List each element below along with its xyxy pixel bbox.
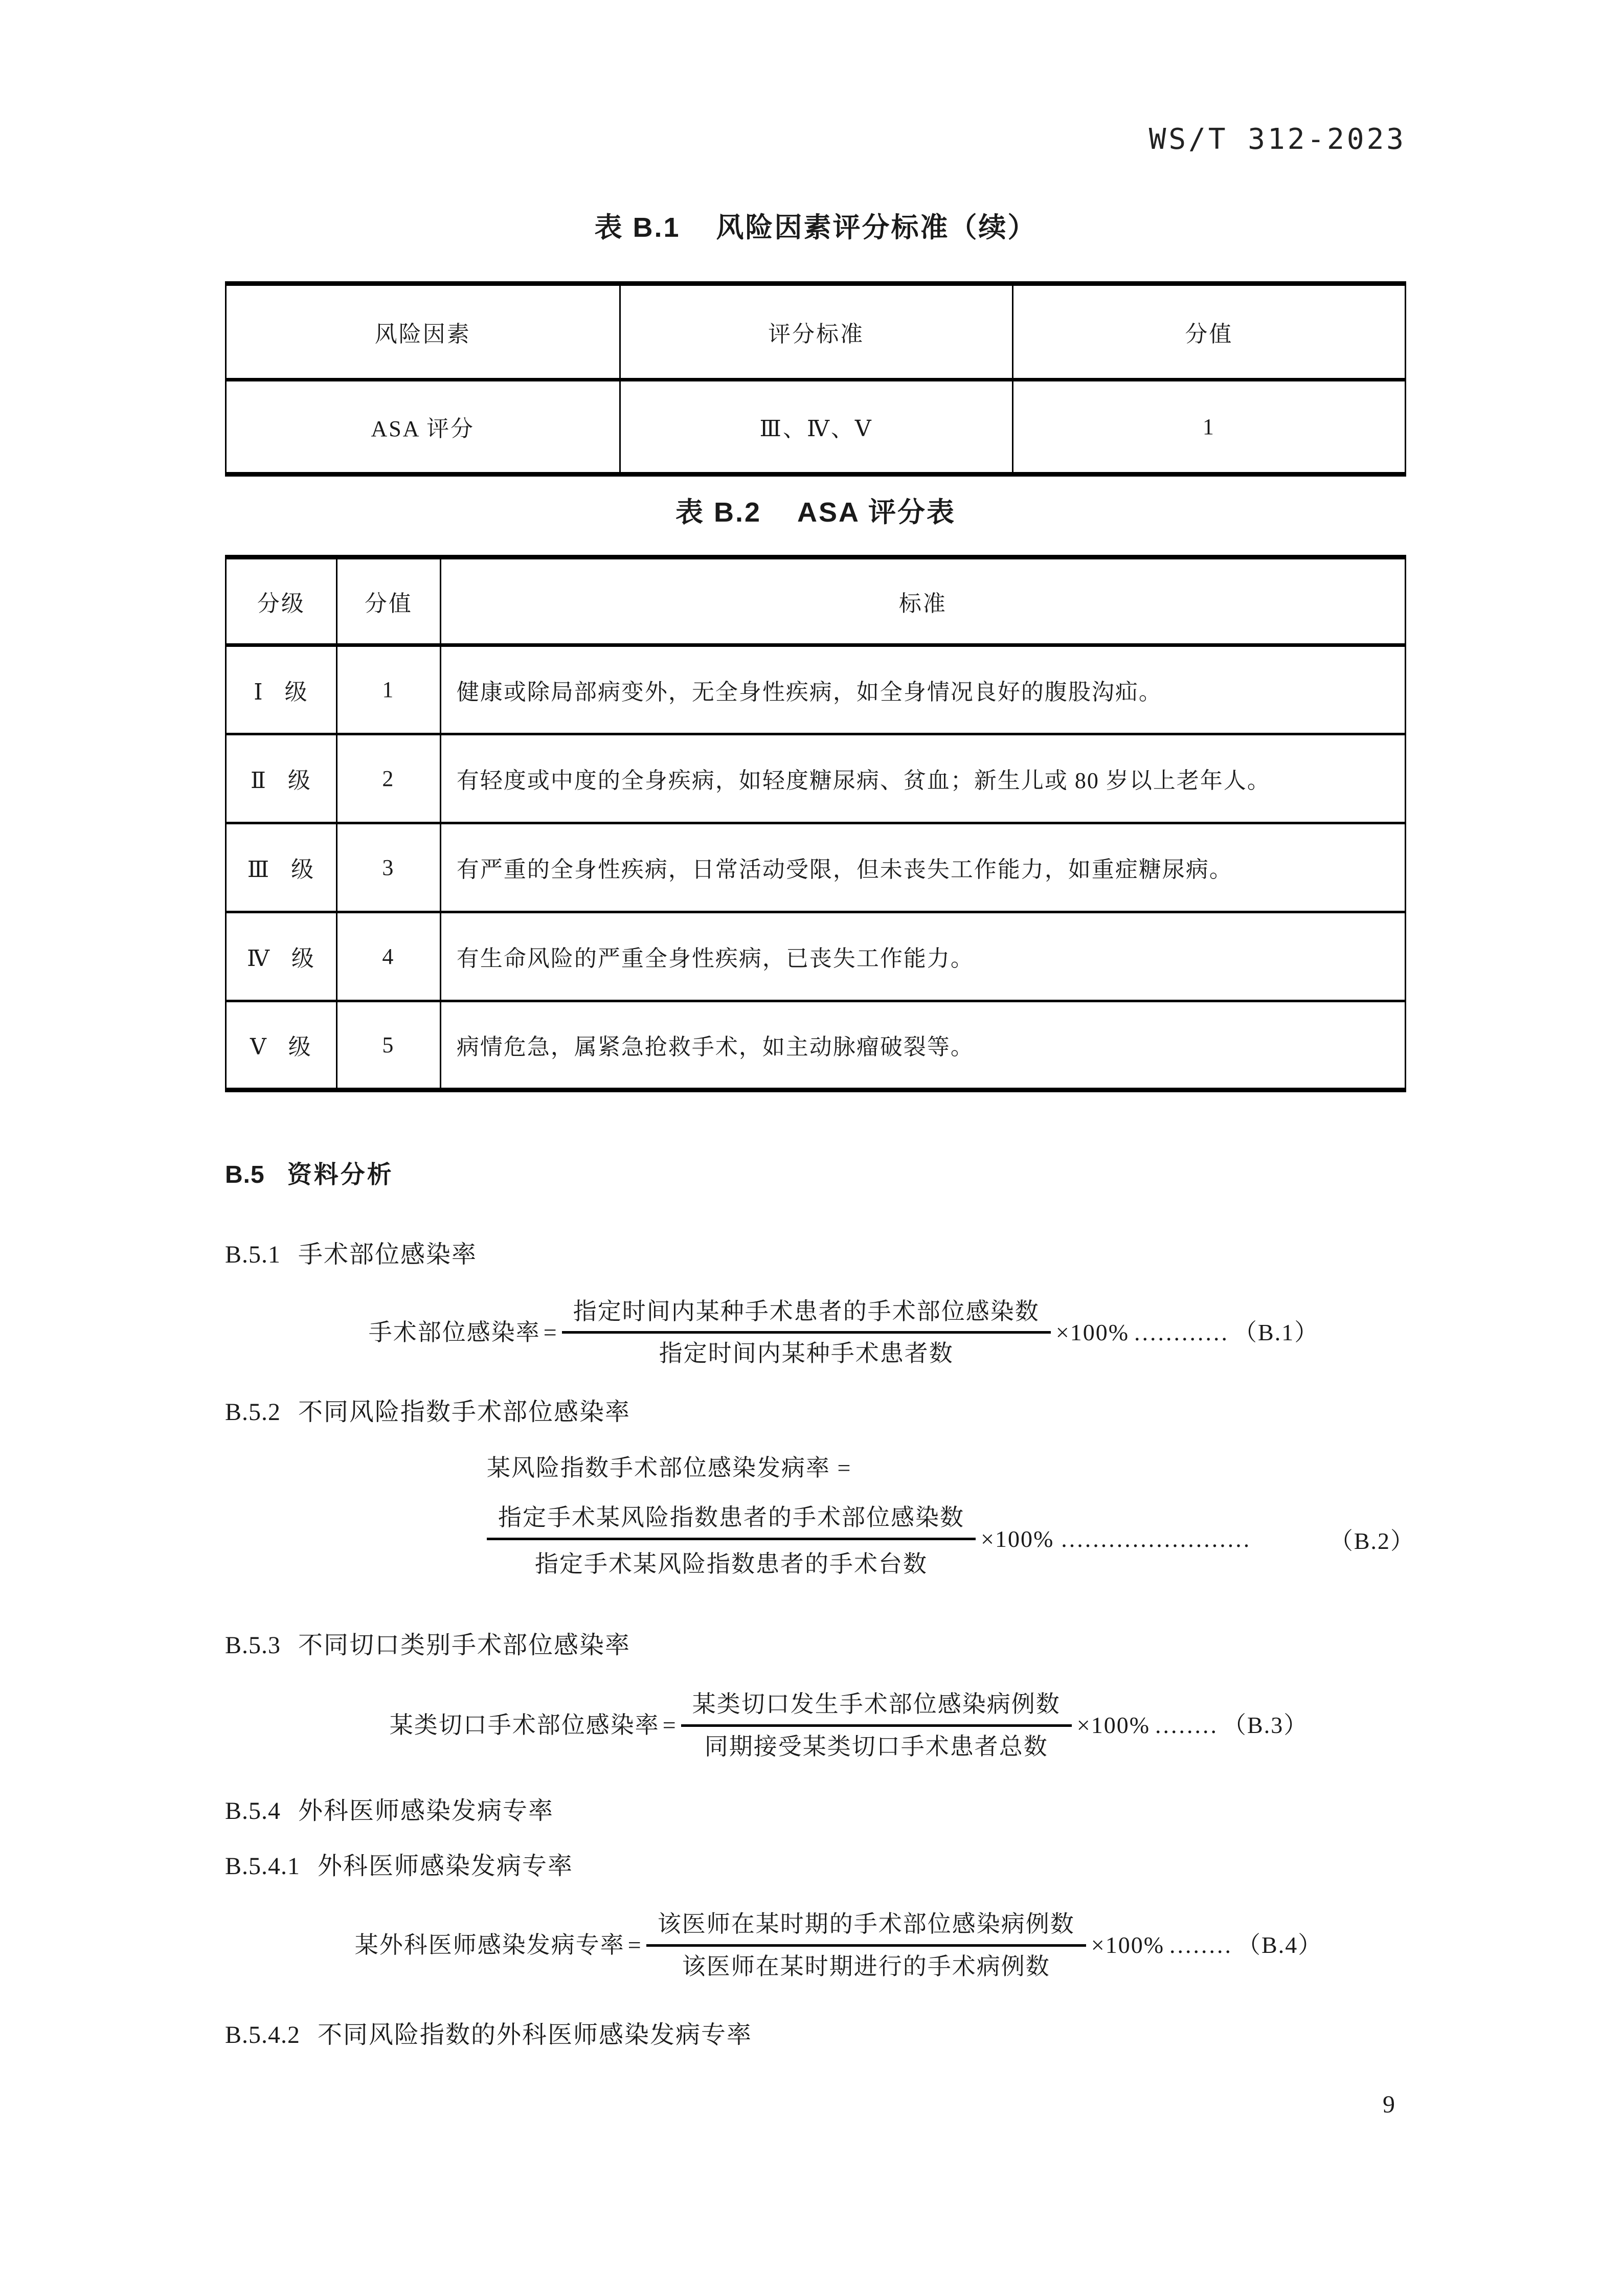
dot-leader: ........................ [1061,1526,1252,1552]
cell-criteria: 病情危急，属紧急抢救手术，如主动脉瘤破裂等。 [440,1001,1405,1090]
formula-multiplier: ×100% [1055,1319,1130,1345]
table-b2-title [225,496,1406,529]
fraction [562,1295,1051,1370]
cell-score: 2 [336,734,440,823]
section-title: 不同风险指数的外科医师感染发病专率 [318,2021,753,2049]
formula-ref: （B.3） [1223,1712,1309,1739]
column-header: 评分标准 [620,283,1012,379]
formula-lhs: 某风险指数手术部位感染发病率 = [487,1454,852,1481]
cell-criteria: 有轻度或中度的全身疾病，如轻度糖尿病、贫血；新生儿或 80 岁以上老年人。 [440,734,1405,823]
cell-risk-factor: ASA 评分 [371,416,475,442]
column-header: 分值 [1012,283,1405,379]
formula-ref: （B.1） [1233,1319,1319,1345]
formula-lhs: 某类切口手术部位感染率 [389,1712,660,1739]
cell-criteria: 有生命风险的严重全身性疾病，已丧失工作能力。 [440,912,1405,1001]
formula-ref: （B.2） [1329,1527,1415,1554]
cell-score-standard: Ⅲ、Ⅳ、Ⅴ [620,379,1012,474]
formula-b2-line2 [487,1497,1415,1581]
section-heading-b51 [225,1240,1406,1270]
table-b1-title [225,211,1406,244]
section-number: B.5.4 [225,1797,281,1825]
table-b1-header-row [226,283,1406,379]
table-row [226,823,1406,912]
section-heading-b542 [225,2020,1406,2051]
fraction-numerator: 该医师在某时期的手术部位感染病例数 [646,1907,1086,1947]
table-b2-number: 表 B.2 [675,497,762,528]
section-title: 外科医师感染发病专率 [318,1853,574,1880]
section-heading-b52 [225,1397,1406,1428]
section-heading-b5 [225,1160,1406,1190]
section-number: B.5.3 [225,1632,281,1659]
section-number: B.5.4.2 [225,2021,301,2049]
section-title: 资料分析 [287,1161,394,1188]
table-row [226,734,1406,823]
page-number: 9 [1383,2091,1395,2118]
fraction-denominator: 同期接受某类切口手术患者总数 [704,1733,1048,1760]
section-number: B.5.4.1 [225,1853,301,1880]
section-title: 外科医师感染发病专率 [298,1797,554,1825]
equals-sign: = [543,1319,558,1345]
fraction [646,1907,1086,1983]
cell-score: 5 [336,1001,440,1090]
table-b1-number: 表 B.1 [594,212,681,243]
standard-code: WS/T 312-2023 [1148,123,1406,156]
formula-b1 [281,1295,1406,1370]
section-title: 手术部位感染率 [298,1241,478,1268]
dot-leader: ............ [1134,1319,1230,1345]
cell-score: 4 [336,912,440,1001]
table-b1-caption: 风险因素评分标准（续） [716,212,1037,243]
section-title: 不同切口类别手术部位感染率 [298,1632,631,1659]
formula-lhs: 手术部位感染率 [368,1319,540,1345]
section-heading-b541 [225,1851,1406,1882]
dot-leader: ........ [1169,1932,1233,1959]
fraction-denominator: 指定手术某风险指数患者的手术台数 [535,1551,928,1578]
table-row [226,1001,1406,1090]
formula-b2 [487,1453,1415,1582]
table-b2-caption: ASA 评分表 [797,497,956,528]
fraction-numerator: 指定时间内某种手术患者的手术部位感染数 [562,1295,1051,1334]
fraction-numerator: 指定手术某风险指数患者的手术部位感染数 [487,1497,976,1540]
cell-criteria: 有严重的全身性疾病，日常活动受限，但未丧失工作能力，如重症糖尿病。 [440,823,1405,912]
cell-score: 3 [336,823,440,912]
fraction [681,1687,1072,1763]
equals-sign: = [662,1712,677,1739]
column-header: 分级 [257,591,305,616]
table-b1 [225,281,1406,477]
section-heading-b54 [225,1796,1406,1827]
section-number: B.5.2 [225,1398,281,1426]
section-title: 不同风险指数手术部位感染率 [298,1398,631,1426]
table-b2-header-row [226,557,1406,645]
formula-multiplier: ×100% [1076,1712,1151,1739]
table-b2 [225,555,1406,1092]
cell-grade: Ⅰ 级 [254,679,309,705]
cell-grade: Ⅲ 级 [247,857,315,883]
fraction [487,1497,976,1581]
formula-multiplier: ×100% [981,1526,1054,1552]
cell-grade: Ⅳ 级 [246,946,315,972]
formula-b4 [271,1907,1406,1983]
formula-lhs: 某外科医师感染发病专率 [354,1932,625,1959]
cell-grade: Ⅴ 级 [250,1034,312,1060]
table-row [226,912,1406,1001]
formula-multiplier: ×100% [1091,1932,1165,1959]
cell-score: 1 [336,645,440,734]
section-number: B.5 [225,1161,265,1188]
column-header: 标准 [440,557,1405,645]
fraction-denominator: 指定时间内某种手术患者数 [659,1340,954,1367]
column-header: 风险因素 [374,321,471,347]
cell-grade: Ⅱ 级 [250,768,312,794]
section-heading-b53 [225,1630,1406,1661]
fraction-numerator: 某类切口发生手术部位感染病例数 [681,1687,1072,1727]
column-header: 分值 [336,557,440,645]
table-row [226,645,1406,734]
cell-criteria: 健康或除局部病变外，无全身性疾病，如全身情况良好的腹股沟疝。 [440,645,1405,734]
section-number: B.5.1 [225,1241,281,1268]
cell-score-value: 1 [1012,379,1405,474]
fraction-denominator: 该医师在某时期进行的手术病例数 [682,1953,1050,1979]
dot-leader: ........ [1155,1712,1219,1739]
table-row [226,379,1406,474]
equals-sign: = [627,1932,642,1959]
formula-b3 [291,1687,1406,1763]
formula-ref: （B.4） [1237,1932,1323,1959]
